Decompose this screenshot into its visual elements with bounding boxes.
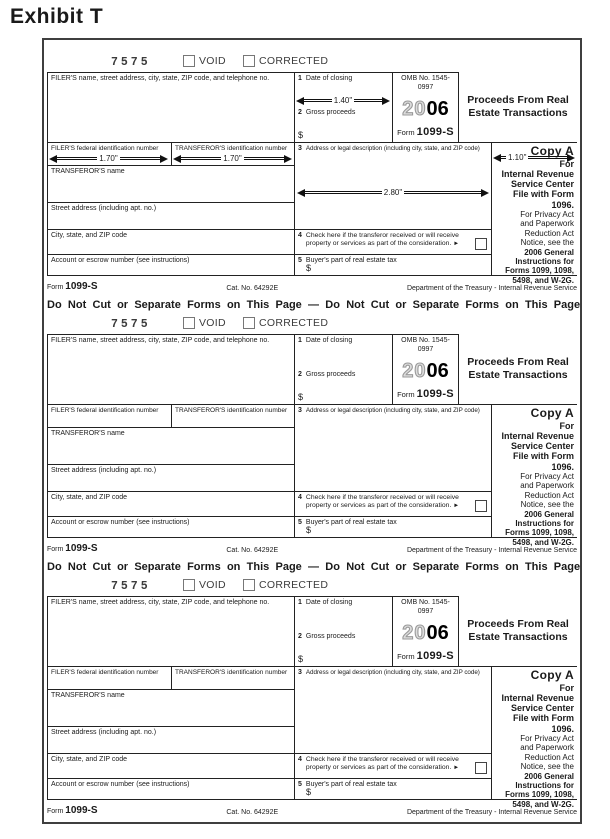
- copy-a-line: Service Center: [510, 703, 574, 714]
- box2-number: 2: [298, 109, 302, 116]
- form-code-row: [47, 316, 577, 332]
- corrected-checkbox[interactable]: [243, 317, 255, 329]
- measure-arrow-box3: [297, 188, 489, 197]
- corrected-checkbox[interactable]: [243, 579, 255, 591]
- footer-form-number: [47, 281, 98, 292]
- transferor-name-label: TRANSFEROR'S name: [51, 430, 125, 437]
- copy-a-line: File with Form 1096.: [512, 713, 574, 734]
- box3-number: 3: [298, 407, 302, 414]
- proceeds-title: [459, 596, 577, 666]
- proceeds-title-text: Proceeds From Real Estate Transactions: [467, 94, 569, 119]
- tax-year: [396, 623, 455, 643]
- box3-address-legal-description: [294, 404, 491, 491]
- form-1099s-copy: [47, 54, 577, 292]
- street-address-field: [47, 726, 294, 753]
- box3-address-legal-description: [294, 142, 491, 229]
- box3-number: 3: [298, 145, 302, 152]
- box2-gross-proceeds: [294, 369, 392, 404]
- tax-year-prefix: 20: [402, 621, 427, 644]
- city-state-zip-field: [47, 753, 294, 778]
- box4-number: 4: [298, 232, 302, 239]
- copy-a-line: 2006 General: [524, 771, 574, 781]
- tax-year-suffix: 06: [426, 359, 449, 382]
- filer-id-field: [47, 666, 171, 689]
- copy-a-line: File with Form 1096.: [512, 451, 574, 472]
- footer-form-number-bold: 1099-S: [65, 805, 98, 816]
- copy-a-line: and Paperwork: [520, 481, 574, 491]
- form-bottom-rule: [47, 275, 577, 276]
- box2-label: Gross proceeds: [305, 371, 356, 378]
- form-number-line: [396, 650, 455, 664]
- measure-label: 1.10": [508, 153, 527, 162]
- measure-arrow-filer-id: [49, 154, 168, 163]
- corrected-label: CORRECTED: [259, 55, 329, 67]
- copy-a-line: 5498, and W-2G.: [512, 799, 574, 809]
- box4-checkbox[interactable]: [475, 762, 487, 774]
- box5-dollar-sign: $: [306, 786, 312, 797]
- tax-year-prefix: 20: [402, 97, 427, 120]
- transferor-id-label: TRANSFEROR'S identification number: [175, 669, 288, 676]
- box4-number: 4: [298, 494, 302, 501]
- box4-number: 4: [298, 756, 302, 763]
- copy-a-title: Copy A: [530, 406, 574, 420]
- copy-a-line: Notice, see the: [520, 762, 574, 772]
- corrected-checkbox[interactable]: [243, 55, 255, 67]
- copy-a-line: For Privacy Act: [520, 209, 574, 219]
- copy-a-line: Service Center: [510, 179, 574, 190]
- transferor-name-label: TRANSFEROR'S name: [51, 692, 125, 699]
- department-line: Department of the Treasury - Internal Revenue Service: [406, 809, 577, 816]
- street-address-field: [47, 202, 294, 229]
- box4-pointer-icon: ►: [453, 765, 460, 772]
- account-number-field: [47, 516, 294, 537]
- page-title: Exhibit T: [10, 5, 104, 28]
- city-state-zip-label: City, state, and ZIP code: [51, 232, 128, 239]
- box5-number: 5: [298, 257, 302, 264]
- box5-buyers-tax: [294, 778, 491, 799]
- form-number: 1099-S: [416, 125, 454, 138]
- box2-gross-proceeds: [294, 107, 392, 142]
- measure-label: 1.70": [223, 154, 242, 163]
- filer-name-field: [47, 596, 294, 666]
- proceeds-title: [459, 334, 577, 404]
- filer-id-label: FILER'S federal identification number: [51, 145, 159, 152]
- exhibit-border-box: [42, 38, 582, 824]
- form-code: 7575: [111, 56, 151, 69]
- copy-a-line: and Paperwork: [520, 219, 574, 229]
- filer-name-field: [47, 72, 294, 142]
- box1-label: Date of closing: [305, 599, 353, 606]
- copy-a-column: [491, 404, 577, 547]
- box5-label: Buyer's part of real estate tax: [305, 519, 397, 526]
- void-checkbox[interactable]: [183, 55, 195, 67]
- copy-a-line: Instructions for: [515, 256, 574, 266]
- measure-arrow-copy-a: [493, 153, 575, 162]
- form-word: Form: [397, 651, 415, 661]
- copy-a-line: Forms 1099, 1098,: [505, 790, 574, 800]
- filer-name-label: FILER'S name, street address, city, state, ZIP code, and telephone no.: [51, 75, 270, 82]
- box3-address-legal-description: [294, 666, 491, 753]
- tax-year-suffix: 06: [426, 621, 449, 644]
- form-word: Form: [397, 389, 415, 399]
- corrected-label: CORRECTED: [259, 579, 329, 591]
- box4-checkbox[interactable]: [475, 500, 487, 512]
- department-line: Department of the Treasury - Internal Revenue Service: [406, 285, 577, 292]
- box2-label: Gross proceeds: [305, 633, 356, 640]
- city-state-zip-label: City, state, and ZIP code: [51, 494, 128, 501]
- form-code-row: [47, 54, 577, 70]
- copy-a-line: 2006 General: [524, 247, 574, 257]
- copy-a-line: For Privacy Act: [520, 471, 574, 481]
- footer-form-word: Form: [47, 284, 64, 291]
- copy-a-title: Copy A: [530, 668, 574, 682]
- do-not-cut-separator: Do Not Cut or Separate Forms on This Page — Do Not Cut or Separate Forms on This Page: [47, 561, 581, 573]
- copy-a-line: Reduction Act: [524, 752, 574, 762]
- form-number: 1099-S: [416, 649, 454, 662]
- account-number-label: Account or escrow number (see instructions): [51, 257, 190, 264]
- void-label: VOID: [199, 579, 226, 591]
- omb-number: OMB No. 1545-0997: [401, 337, 450, 353]
- footer-form-word: Form: [47, 546, 64, 553]
- filer-name-field: [47, 334, 294, 404]
- copy-a-line: 2006 General: [524, 509, 574, 519]
- copy-a-line: Internal Revenue: [501, 431, 574, 442]
- box4-pointer-icon: ►: [453, 503, 460, 510]
- void-checkbox[interactable]: [183, 579, 195, 591]
- omb-year-box: [392, 72, 459, 142]
- copy-a-line: Instructions for: [515, 780, 574, 790]
- form-code: 7575: [111, 318, 151, 331]
- form-grid: [47, 334, 577, 547]
- box2-label: Gross proceeds: [305, 109, 356, 116]
- box4-check-here: [294, 491, 491, 516]
- copy-a-line: Instructions for: [515, 518, 574, 528]
- measure-arrow-box1: [296, 96, 390, 105]
- tax-year: [396, 99, 455, 119]
- street-address-field: [47, 464, 294, 491]
- measure-arrow-transferor-id: [173, 154, 292, 163]
- copy-a-line: Reduction Act: [524, 490, 574, 500]
- copy-a-line: Forms 1099, 1098,: [505, 266, 574, 276]
- proceeds-title-text: Proceeds From Real Estate Transactions: [467, 356, 569, 381]
- footer-form-number-bold: 1099-S: [65, 543, 98, 554]
- form-grid: [47, 72, 577, 285]
- box5-dollar-sign: $: [306, 524, 312, 535]
- street-address-label: Street address (including apt. no.): [51, 205, 157, 212]
- box1-label: Date of closing: [305, 337, 353, 344]
- corrected-label: CORRECTED: [259, 317, 329, 329]
- box1-number: 1: [298, 75, 302, 82]
- form-number-line: [396, 388, 455, 402]
- transferor-id-field: [171, 666, 294, 689]
- account-number-label: Account or escrow number (see instructions): [51, 781, 190, 788]
- void-checkbox[interactable]: [183, 317, 195, 329]
- filer-name-label: FILER'S name, street address, city, state, ZIP code, and telephone no.: [51, 599, 270, 606]
- box1-date-of-closing: [294, 334, 392, 369]
- void-label: VOID: [199, 55, 226, 67]
- form-code-row: [47, 578, 577, 594]
- form-bottom-rule: [47, 537, 577, 538]
- box1-number: 1: [298, 337, 302, 344]
- transferor-name-field: [47, 689, 294, 726]
- transferor-id-label: TRANSFEROR'S identification number: [175, 145, 288, 152]
- box4-pointer-icon: ►: [453, 241, 460, 248]
- form-1099s-copy: [47, 316, 577, 554]
- box2-gross-proceeds: [294, 631, 392, 666]
- city-state-zip-field: [47, 229, 294, 254]
- account-number-label: Account or escrow number (see instructions): [51, 519, 190, 526]
- omb-number: OMB No. 1545-0997: [401, 75, 450, 91]
- transferor-name-field: [47, 427, 294, 464]
- box4-check-here: [294, 753, 491, 778]
- box2-dollar-sign: $: [298, 653, 304, 664]
- measure-label: 1.70": [99, 154, 118, 163]
- catalog-number: Cat. No. 64292E: [226, 547, 279, 554]
- copy-a-line: 5498, and W-2G.: [512, 275, 574, 285]
- box4-check-here: [294, 229, 491, 254]
- box2-number: 2: [298, 633, 302, 640]
- box2-dollar-sign: $: [298, 129, 304, 140]
- form-1099s-copy: [47, 578, 577, 816]
- do-not-cut-separator: Do Not Cut or Separate Forms on This Page — Do Not Cut or Separate Forms on This Page: [47, 299, 581, 311]
- box5-dollar-sign: $: [306, 262, 312, 273]
- box4-checkbox[interactable]: [475, 238, 487, 250]
- street-address-label: Street address (including apt. no.): [51, 467, 157, 474]
- copy-a-line: Forms 1099, 1098,: [505, 528, 574, 538]
- omb-number: OMB No. 1545-0997: [401, 599, 450, 615]
- copy-a-line: Notice, see the: [520, 238, 574, 248]
- box5-label: Buyer's part of real estate tax: [305, 257, 397, 264]
- proceeds-title-text: Proceeds From Real Estate Transactions: [467, 618, 569, 643]
- measure-label: 2.80": [383, 188, 403, 197]
- proceeds-title: [459, 72, 577, 142]
- copy-a-line: Notice, see the: [520, 500, 574, 510]
- box1-label: Date of closing: [305, 75, 353, 82]
- box2-dollar-sign: $: [298, 391, 304, 402]
- transferor-id-label: TRANSFEROR'S identification number: [175, 407, 288, 414]
- transferor-name-label: TRANSFEROR'S name: [51, 168, 125, 175]
- transferor-name-field: [47, 165, 294, 202]
- copy-a-line: Internal Revenue: [501, 169, 574, 180]
- footer-form-number: [47, 805, 98, 816]
- box3-label: Address or legal description (including city, state, and ZIP code): [305, 669, 480, 676]
- copy-a-line: Reduction Act: [524, 228, 574, 238]
- box3-label: Address or legal description (including city, state, and ZIP code): [305, 145, 480, 152]
- box5-buyers-tax: [294, 254, 491, 275]
- tax-year-suffix: 06: [426, 97, 449, 120]
- box4-label: Check here if the transferor received or will receive property or services as part of the consideration.: [305, 494, 459, 510]
- copy-a-line: 5498, and W-2G.: [512, 537, 574, 547]
- form-number-line: [396, 126, 455, 140]
- copy-a-line: For Privacy Act: [520, 733, 574, 743]
- account-number-field: [47, 254, 294, 275]
- filer-name-label: FILER'S name, street address, city, state, ZIP code, and telephone no.: [51, 337, 270, 344]
- box3-label: Address or legal description (including city, state, and ZIP code): [305, 407, 480, 414]
- copy-a-column: [491, 666, 577, 809]
- street-address-label: Street address (including apt. no.): [51, 729, 157, 736]
- form-grid: [47, 596, 577, 809]
- box5-label: Buyer's part of real estate tax: [305, 781, 397, 788]
- copy-a-line: Internal Revenue: [501, 693, 574, 704]
- box5-buyers-tax: [294, 516, 491, 537]
- box2-number: 2: [298, 371, 302, 378]
- measure-label: 1.40": [333, 96, 353, 105]
- catalog-number: Cat. No. 64292E: [226, 809, 279, 816]
- footer-form-word: Form: [47, 808, 64, 815]
- filer-id-label: FILER'S federal identification number: [51, 669, 159, 676]
- copy-a-line: For: [559, 159, 574, 169]
- form-bottom-rule: [47, 799, 577, 800]
- tax-year: [396, 361, 455, 381]
- omb-year-box: [392, 334, 459, 404]
- copy-a-line: For: [559, 421, 574, 431]
- account-number-field: [47, 778, 294, 799]
- omb-year-box: [392, 596, 459, 666]
- box4-label: Check here if the transferor received or will receive property or services as part of the consideration.: [305, 756, 459, 772]
- copy-a-title: Copy A: [530, 144, 574, 158]
- form-code: 7575: [111, 580, 151, 593]
- city-state-zip-field: [47, 491, 294, 516]
- box1-number: 1: [298, 599, 302, 606]
- box5-number: 5: [298, 781, 302, 788]
- city-state-zip-label: City, state, and ZIP code: [51, 756, 128, 763]
- form-number: 1099-S: [416, 387, 454, 400]
- catalog-number: Cat. No. 64292E: [226, 285, 279, 292]
- copy-a-line: File with Form 1096.: [512, 189, 574, 210]
- box3-number: 3: [298, 669, 302, 676]
- footer-form-number-bold: 1099-S: [65, 281, 98, 292]
- form-word: Form: [397, 127, 415, 137]
- transferor-id-field: [171, 404, 294, 427]
- void-label: VOID: [199, 317, 226, 329]
- box1-date-of-closing: [294, 596, 392, 631]
- copy-a-line: and Paperwork: [520, 743, 574, 753]
- tax-year-prefix: 20: [402, 359, 427, 382]
- footer-form-number: [47, 543, 98, 554]
- copy-a-line: Service Center: [510, 441, 574, 452]
- department-line: Department of the Treasury - Internal Revenue Service: [406, 547, 577, 554]
- copy-a-line: For: [559, 683, 574, 693]
- filer-id-label: FILER'S federal identification number: [51, 407, 159, 414]
- filer-id-field: [47, 404, 171, 427]
- box4-label: Check here if the transferor received or will receive property or services as part of the consideration.: [305, 232, 459, 248]
- box5-number: 5: [298, 519, 302, 526]
